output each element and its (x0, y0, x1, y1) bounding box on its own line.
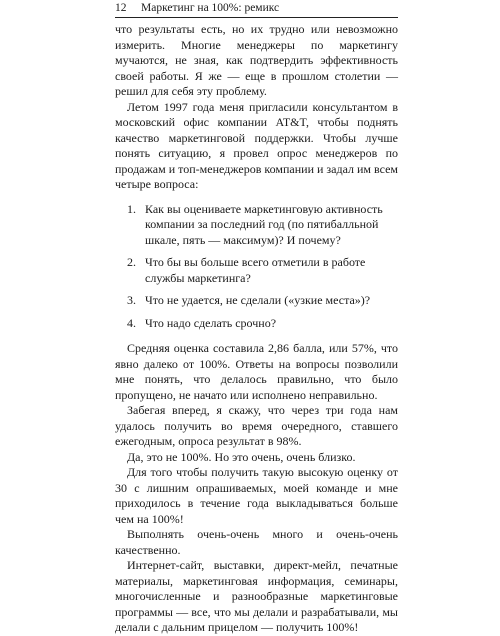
question-item (115, 255, 398, 286)
question-text: Что бы вы больше всего отметили в работе службы маркетинга? (145, 255, 366, 285)
questions-list (115, 202, 398, 332)
question-number: 2. (127, 255, 136, 269)
question-item (115, 202, 398, 249)
header-rule (115, 17, 398, 18)
question-number: 4. (127, 315, 136, 330)
page-number: 12 (115, 2, 127, 14)
paragraph-att-survey: Летом 1997 года меня пригласили консультантом в московский офис компании AT&T, чтобы поднять качество маркетинговой поддержки. Чтобы лучше понять ситуацию, я провел опрос менеджеров по продажам и топ-менеджеров компании и задал им всем четыре вопроса: (115, 99, 399, 191)
paragraph-98-percent: Забегая вперед, я скажу, что через три года нам удалось получить во время очередного, ставшего ежегодным, опроса результат в 98%. (115, 403, 398, 448)
question-number: 3. (127, 293, 136, 307)
paragraph-marketing-activities: Интернет-сайт, выставки, директ-мейл, печатные материалы, маркетинговая информация, семинары, многочисленные и разнообразные маркетинговые программы — все, что мы делали и разрабатывали, мы делали с дальним прицелом — получить 100%! (115, 558, 398, 634)
paragraph-continuation: что результаты есть, но их трудно или невозможно измерить. Многие менеджеры по маркетингу мучаются, не зная, как подтвердить эффективность своей работы. Я же — еще в прошлом столетии — решил для себя эту проблему. (115, 22, 398, 98)
question-item (115, 316, 398, 332)
question-number: 1. (127, 201, 136, 216)
paragraph-quality: Выполнять очень-очень много и очень-очень качественно. (115, 527, 398, 557)
question-text: Что не удается, не сделали («узкие места»)? (145, 293, 371, 307)
question-item (115, 293, 398, 309)
question-text: Что надо сделать срочно? (145, 315, 277, 330)
running-title: Маркетинг на 100%: ремикс (141, 2, 280, 14)
running-head (115, 1, 405, 17)
page-body (115, 22, 398, 636)
paragraph-high-score: Для того чтобы получить такую высокую оценку от 30 с лишним опрашиваемых, моей команде и мне приходилось в течение года выкладываться больше чем на 100%! (115, 465, 398, 526)
paragraph-not-100: Да, это не 100%. Но это очень, очень близко. (127, 449, 356, 464)
paragraph-average-score: Средняя оценка составила 2,86 балла, или 57%, что явно далеко от 100%. Ответы на вопросы позволили мне понять, что делалось правильно, что было пропущено, не начато или исполнено неправильно. (115, 341, 398, 402)
question-text: Как вы оцениваете маркетинговую активность компании за последний год (по пятибалльной шкале, пять — максимум)? И почему? (145, 201, 383, 247)
